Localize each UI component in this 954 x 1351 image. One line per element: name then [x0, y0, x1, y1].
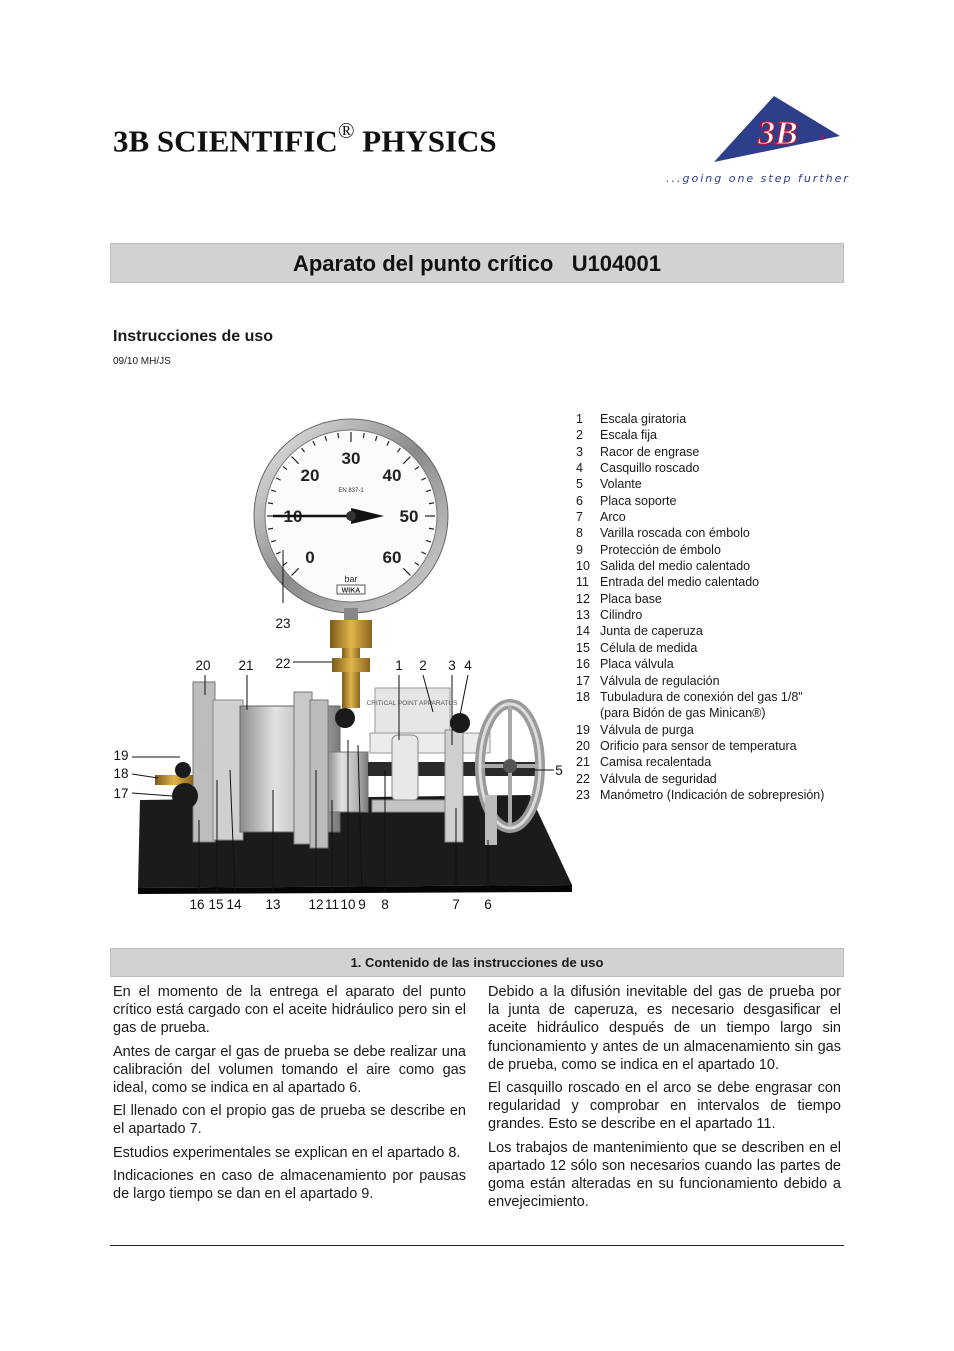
callout-17: 17 — [113, 786, 129, 801]
callout-9: 9 — [358, 897, 366, 912]
gauge-label: 30 — [341, 449, 361, 468]
callout-8: 8 — [381, 897, 389, 912]
callout-19: 19 — [113, 748, 129, 763]
parts-legend — [576, 411, 846, 803]
legend-text: Célula de medida — [600, 640, 698, 655]
footer-rule — [110, 1245, 844, 1246]
legend-number: 9 — [576, 542, 583, 557]
paragraph: Los trabajos de mantenimiento que se describen en el apartado 12 sólo son necesarios cuando las partes de goma están alteradas en su funcionamiento debido a envejecimiento. — [488, 1139, 841, 1211]
brand-title — [113, 120, 497, 159]
product-name: Aparato del punto crítico — [292, 251, 554, 276]
brand-text: 3B SCIENTIFIC — [113, 123, 338, 159]
callout-16: 16 — [189, 897, 205, 912]
apparatus-figure — [110, 400, 572, 920]
legend-number: 2 — [576, 428, 583, 443]
legend-item — [576, 722, 846, 738]
legend-item — [576, 411, 846, 427]
legend-item — [576, 754, 846, 770]
callout-12: 12 — [308, 897, 324, 912]
gauge-tick — [268, 503, 273, 504]
gauge-tick — [429, 528, 434, 529]
legend-number — [576, 705, 600, 721]
legend-text: Arco — [600, 510, 626, 525]
legend-text: Orificio para sensor de temperatura — [600, 738, 797, 753]
callout-13: 13 — [265, 897, 281, 912]
legend-number: 5 — [576, 477, 583, 492]
legend-item — [576, 574, 846, 590]
callout-23: 23 — [275, 616, 291, 631]
gauge-label: 50 — [399, 507, 419, 526]
callout-7: 7 — [452, 897, 460, 912]
legend-item — [576, 525, 846, 541]
legend-text: Cilindro — [600, 608, 643, 623]
legend-text: Volante — [600, 477, 642, 492]
callout-15: 15 — [208, 897, 224, 912]
legend-text: Manómetro (Indicación de sobrepresión) — [600, 787, 825, 802]
gauge-tick — [338, 433, 339, 438]
legend-item — [576, 607, 846, 623]
legend-text: Protección de émbolo — [600, 542, 721, 557]
legend-item — [576, 640, 846, 656]
legend-number: 19 — [576, 722, 590, 737]
legend-item — [576, 623, 846, 639]
callout-1: 1 — [395, 658, 403, 673]
section-1-right-column — [488, 983, 841, 1216]
legend-text: Salida del medio calentado — [600, 559, 751, 574]
legend-number: 7 — [576, 510, 583, 525]
callout-2: 2 — [419, 658, 427, 673]
legend-text: Racor de engrase — [600, 444, 700, 459]
legend-text: Válvula de seguridad — [600, 771, 717, 786]
gauge-label: 60 — [382, 548, 402, 568]
gauge-model: EN 837-1 — [338, 488, 364, 494]
legend-number: 20 — [576, 738, 590, 753]
legend-item — [576, 771, 846, 787]
legend-item — [576, 476, 846, 492]
logo-registered-mark: ® — [820, 133, 826, 142]
legend-item — [576, 460, 846, 476]
legend-item — [576, 689, 846, 705]
legend-number: 10 — [576, 559, 590, 574]
callout-20: 20 — [195, 658, 211, 673]
paragraph: Debido a la difusión inevitable del gas de prueba por la junta de caperuza, es necesario desgasificar el aceite hidráulico después de un tiempo largo sin funcionamiento y antes de un almacenamiento sin gas de prueba, como se indica en el apartado 10. — [488, 984, 841, 1073]
legend-number: 1 — [576, 412, 583, 426]
legend-number: 4 — [576, 461, 583, 476]
tagline: ...going one step further — [666, 172, 850, 185]
callout-5: 5 — [555, 763, 563, 778]
instructions-heading: Instrucciones de uso — [113, 328, 274, 345]
legend-text: Placa soporte — [600, 493, 677, 508]
legend-number: 11 — [576, 575, 589, 590]
legend-number: 14 — [576, 624, 590, 639]
gauge-label: 10 — [283, 507, 303, 526]
legend-number: 6 — [576, 493, 583, 508]
paragraph: Indicaciones en caso de almacenamiento por pausas de largo tiempo se dan en el apartado 9. — [113, 1167, 466, 1203]
gauge-unit: bar — [344, 574, 358, 584]
section-1-left-column — [113, 983, 466, 1208]
legend-text: Placa base — [600, 591, 662, 606]
gauge-brand: WIKA — [341, 587, 361, 595]
legend-number: 16 — [576, 657, 590, 672]
gauge-tick — [363, 433, 364, 438]
legend-text: Escala giratoria — [600, 412, 687, 426]
section-1-heading: 1. Contenido de las instrucciones de uso — [350, 955, 604, 970]
legend-text: Entrada del medio calentado — [600, 575, 760, 590]
paragraph: Antes de cargar el gas de prueba se debe realizar una calibración del volumen tomando el aire como gas ideal, como se indica en al apartado 6. — [113, 1043, 466, 1097]
legend-text: Camisa recalentada — [600, 755, 712, 770]
legend-text: Tubuladura de conexión del gas 1/8" — [600, 689, 803, 704]
legend-text: (para Bidón de gas Minican®) — [600, 706, 766, 721]
legend-item — [576, 705, 846, 721]
legend-item — [576, 558, 846, 574]
callout-10: 10 — [340, 897, 356, 912]
legend-item — [576, 509, 846, 525]
callout-22: 22 — [275, 656, 291, 671]
callout-21: 21 — [238, 658, 254, 673]
legend-text: Válvula de purga — [600, 722, 694, 737]
paragraph: En el momento de la entrega el aparato del punto crítico está cargado con el aceite hidráulico pero sin el gas de prueba. — [113, 984, 466, 1037]
legend-text: Casquillo roscado — [600, 461, 700, 476]
callout-11: 11 — [324, 897, 340, 912]
gauge-label: 20 — [300, 465, 320, 485]
registered-mark: ® — [337, 118, 355, 143]
gauge-label: 0 — [305, 548, 315, 568]
legend-text: Válvula de regulación — [600, 673, 720, 688]
legend-number: 3 — [576, 444, 583, 459]
legend-number: 12 — [576, 591, 590, 606]
legend-text: Varilla roscada con émbolo — [600, 526, 750, 541]
legend-number: 23 — [576, 787, 590, 802]
legend-number: 8 — [576, 526, 583, 541]
document-title-bar — [110, 243, 844, 283]
product-code: U104001 — [571, 251, 661, 276]
paragraph: Estudios experimentales se explican en el apartado 8. — [113, 1144, 461, 1161]
legend-item — [576, 591, 846, 607]
legend-text: Placa válvula — [600, 657, 674, 672]
apparatus-plate-text: CRITICAL POINT APPARATUS — [366, 700, 458, 707]
callout-3: 3 — [448, 658, 456, 673]
legend-item — [576, 787, 846, 803]
legend-item — [576, 673, 846, 689]
callout-18: 18 — [113, 766, 129, 781]
callout-4: 4 — [464, 658, 472, 673]
callout-14: 14 — [226, 897, 242, 912]
legend-number: 17 — [576, 673, 590, 688]
legend-number: 18 — [576, 689, 590, 704]
legend-number: 13 — [576, 608, 590, 623]
gauge-tick — [429, 503, 434, 504]
paragraph: El llenado con el propio gas de prueba se describe en el apartado 7. — [113, 1103, 466, 1138]
legend-item — [576, 427, 846, 443]
document-code: 09/10 MH/JS — [113, 356, 171, 367]
legend-number: 22 — [576, 771, 590, 786]
gauge-tick — [268, 528, 273, 529]
legend-number: 15 — [576, 640, 590, 655]
brand-suffix: PHYSICS — [354, 123, 497, 159]
legend-item — [576, 493, 846, 509]
gauge-label: 40 — [382, 465, 402, 485]
legend-item — [576, 738, 846, 754]
callout-6: 6 — [484, 897, 492, 912]
paragraph: El casquillo roscado en el arco se debe engrasar con regularidad y comprobar en intervalos de tiempo grandes. Esto se describe en el apartado 11. — [488, 1080, 841, 1133]
legend-item — [576, 542, 846, 558]
logo-text: 3B — [758, 115, 798, 152]
legend-item — [576, 656, 846, 672]
legend-item — [576, 444, 846, 460]
legend-text: Junta de caperuza — [600, 624, 703, 639]
legend-text: Escala fija — [600, 428, 657, 443]
legend-number: 21 — [576, 755, 590, 770]
section-1-heading-bar — [110, 948, 844, 977]
